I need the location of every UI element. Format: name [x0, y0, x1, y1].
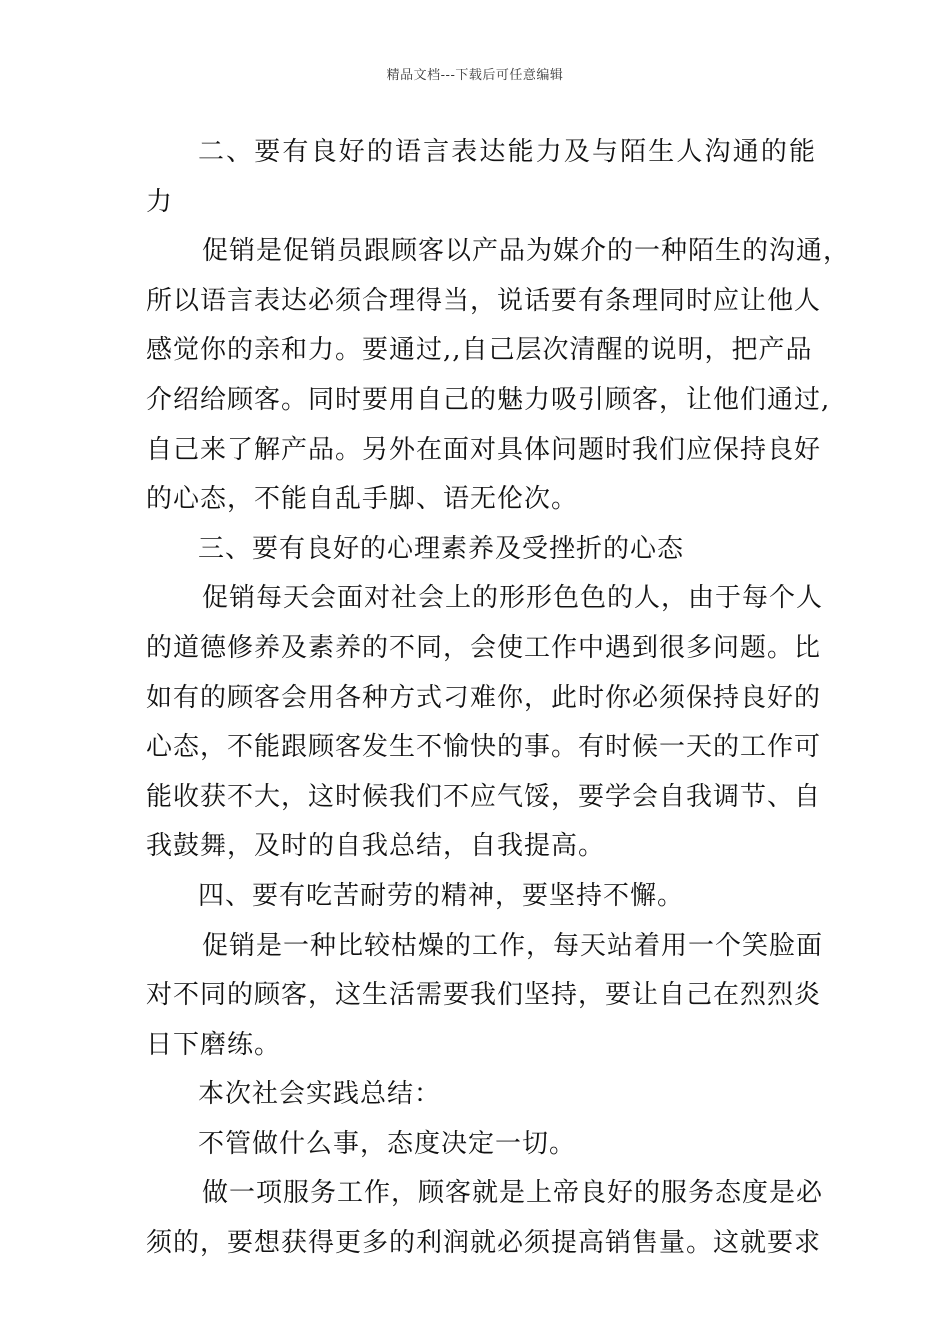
- text-line: 自己来了解产品。另外在面对具体问题时我们应保持良好: [146, 434, 822, 465]
- text-line: 所以语言表达必须合理得当，说话要有条理同时应让他人: [146, 285, 822, 316]
- paragraph-endurance: [146, 922, 824, 1071]
- text-line: 的心态，不能自乱手脚、语无伦次。: [146, 484, 579, 515]
- text-line: 心态，不能跟顾客发生不愉快的事。有时候一天的工作可: [146, 732, 822, 763]
- text-line: 我鼓舞，及时的自我总结，自我提高。: [146, 831, 606, 862]
- section-heading-2: 二、要有良好的语言表达能力及与陌生人沟通的能力: [146, 137, 816, 217]
- paragraph-communication: [146, 227, 851, 525]
- text-line: 须的，要想获得更多的利润就必须提高销售量。这就要求: [146, 1228, 822, 1259]
- text-line: 做一项服务工作，顾客就是上帝良好的服务态度是必: [202, 1178, 824, 1209]
- text-line: 感觉你的亲和力。要通过,,自己层次清醒的说明，把产品: [146, 335, 813, 366]
- document-body: [146, 128, 851, 1269]
- text-line: 对不同的顾客，这生活需要我们坚持，要让自己在烈烈炎: [146, 980, 822, 1011]
- text-line: 能收获不大，这时候我们不应气馁，要学会自我调节、自: [146, 781, 822, 812]
- text-line: 促销是促销员跟顾客以产品为媒介的一种陌生的沟通，: [202, 236, 851, 267]
- summary-heading: 本次社会实践总结：: [198, 1079, 442, 1110]
- paragraph-mindset: [146, 574, 824, 872]
- paragraph-service: [146, 1169, 824, 1268]
- text-line: 日下磨练。: [146, 1029, 282, 1060]
- text-line: 促销每天会面对社会上的形形色色的人，由于每个人: [202, 583, 824, 614]
- text-line: 的道德修养及素养的不同，会使工作中遇到很多问题。比: [146, 632, 822, 663]
- text-line: 介绍给顾客。同时要用自己的魅力吸引顾客，让他们通过,: [146, 384, 831, 415]
- text-line: 如有的顾客会用各种方式刁难你，此时你必须保持良好的: [146, 682, 822, 713]
- section-heading-3: 三、要有良好的心理素养及受挫折的心态: [198, 533, 685, 564]
- summary-statement: 不管做什么事，态度决定一切。: [198, 1128, 577, 1159]
- page-header: 精品文档---下载后可任意编辑: [386, 68, 564, 83]
- text-line: 促销是一种比较枯燥的工作，每天站着用一个笑脸面: [202, 930, 824, 961]
- section-heading-4: 四、要有吃苦耐劳的精神，要坚持不懈。: [198, 880, 685, 911]
